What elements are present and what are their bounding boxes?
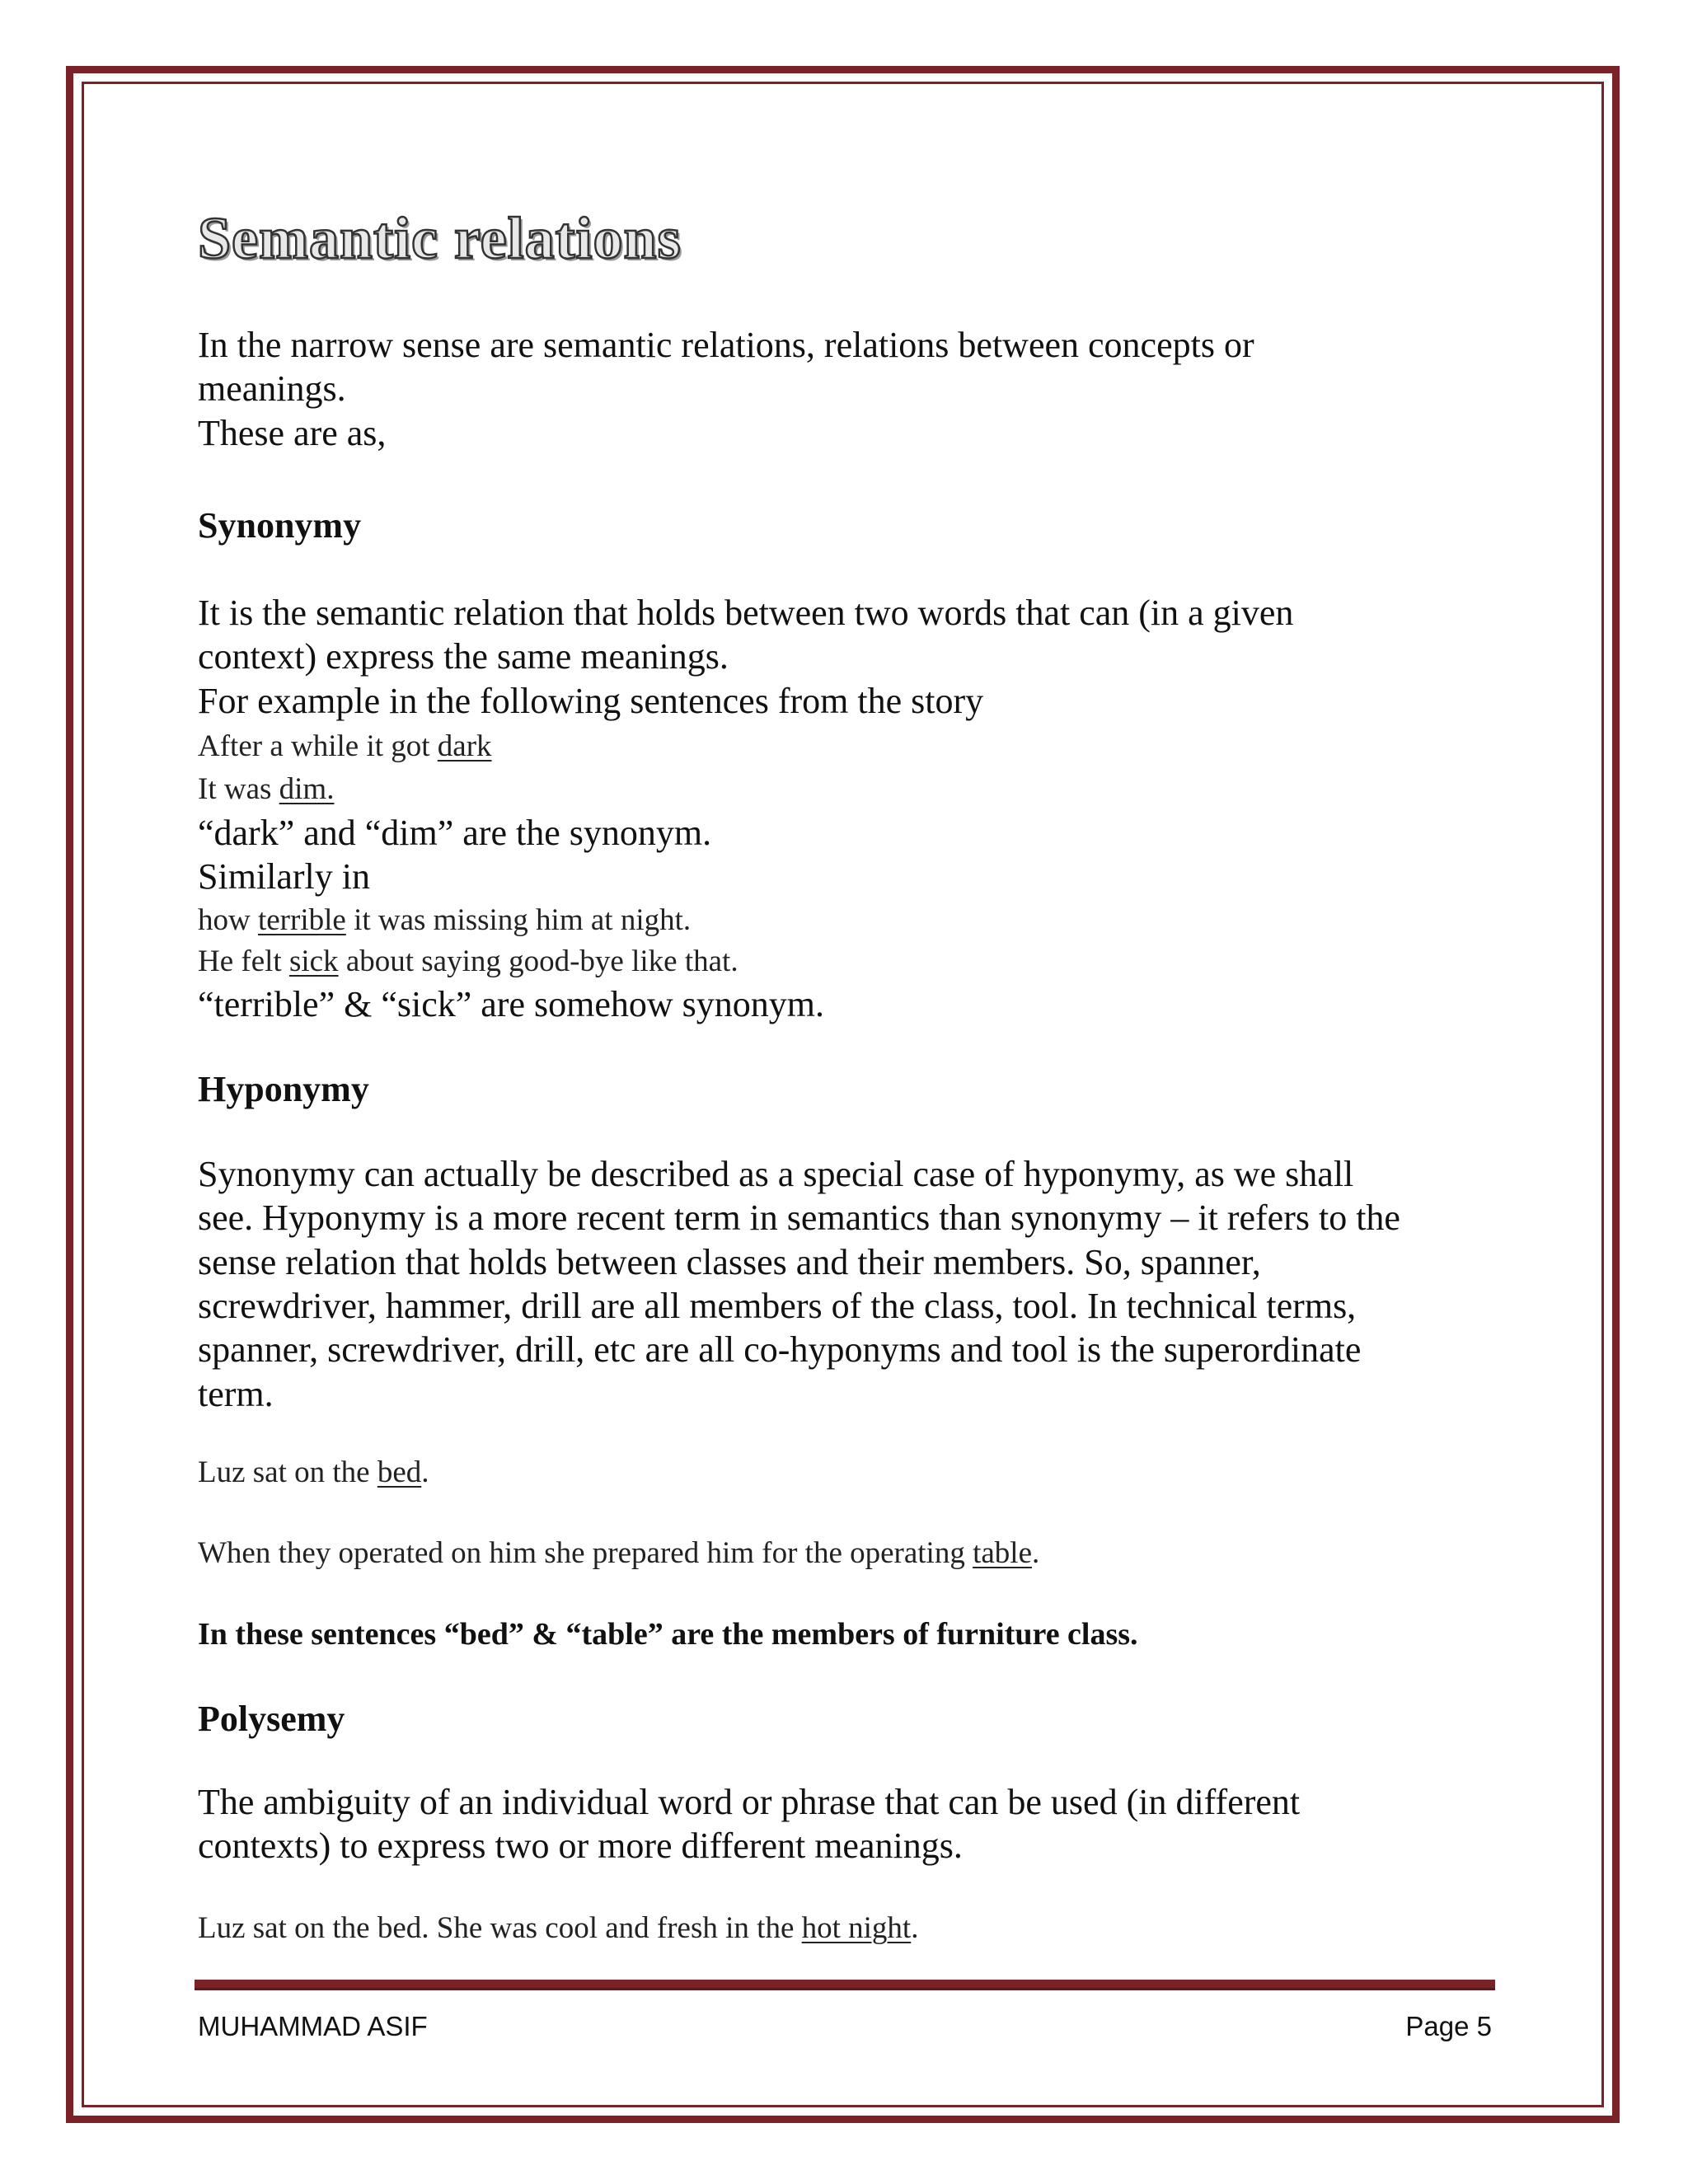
paragraph-line: see. Hyponymy is a more recent term in semantics than synonymy – it refers to the — [198, 1197, 1400, 1238]
paragraph-line: For example in the following sentences from the story — [198, 681, 984, 721]
example-text: . — [1032, 1536, 1040, 1570]
example-sentence — [198, 729, 492, 764]
example-text: Luz sat on the bed. She was cool and fresh in the — [198, 1911, 802, 1945]
underlined-word: hot night — [801, 1911, 912, 1945]
paragraph-line: Similarly in — [198, 856, 370, 897]
paragraph-line: sense relation that holds between classes and their members. So, spanner, — [198, 1242, 1261, 1282]
paragraph-line: screwdriver, hammer, drill are all members of the class, tool. In technical terms, — [198, 1286, 1357, 1326]
section-heading-synonymy: Synonymy — [198, 505, 362, 546]
footer-rule — [195, 1980, 1495, 1990]
underlined-word: bed — [377, 1455, 422, 1489]
paragraph-line: contexts) to express two or more different meanings. — [198, 1825, 963, 1866]
intro-line: In the narrow sense are semantic relations, relations between concepts or — [198, 325, 1254, 365]
example-text: He felt — [198, 944, 289, 978]
example-text: how — [198, 903, 258, 937]
underlined-word: dim. — [279, 772, 335, 806]
example-sentence — [198, 1535, 1039, 1571]
example-text: about saying good-bye like that. — [338, 944, 738, 978]
paragraph-line: Synonymy can actually be described as a special case of hyponymy, as we shall — [198, 1154, 1354, 1194]
paragraph-line: The ambiguity of an individual word or phrase that can be used (in different — [198, 1782, 1301, 1822]
example-text: It was — [198, 772, 279, 806]
intro-line: meanings. — [198, 368, 346, 409]
section-heading-polysemy: Polysemy — [198, 1699, 345, 1739]
example-text: When they operated on him she prepared him for the operating — [198, 1536, 973, 1570]
paragraph-line: term. — [198, 1374, 274, 1414]
example-text: . — [911, 1911, 919, 1945]
footer-author: MUHAMMAD ASIF — [198, 2011, 428, 2041]
paragraph-line: It is the semantic relation that holds between two words that can (in a given — [198, 593, 1294, 633]
example-sentence — [198, 771, 334, 807]
example-sentence — [198, 1910, 918, 1946]
example-sentence — [198, 944, 738, 979]
underlined-word: terrible — [257, 903, 346, 937]
underlined-word: dark — [437, 729, 492, 763]
page-title: Semantic relations — [198, 205, 682, 271]
intro-line: These are as, — [198, 413, 387, 453]
underlined-word: table — [973, 1536, 1032, 1570]
paragraph-line: context) express the same meanings. — [198, 636, 729, 677]
section-heading-hyponymy: Hyponymy — [198, 1069, 369, 1109]
paragraph-line: spanner, screwdriver, drill, etc are all co-hyponyms and tool is the superordinate — [198, 1329, 1362, 1370]
example-text: it was missing him at night. — [345, 903, 692, 937]
example-text: . — [421, 1455, 429, 1489]
example-text: After a while it got — [198, 729, 438, 763]
synonym-note: “dark” and “dim” are the synonym. — [198, 813, 712, 853]
example-text: Luz sat on the — [198, 1455, 377, 1489]
example-sentence — [198, 902, 691, 938]
example-sentence — [198, 1455, 429, 1490]
underlined-word: sick — [288, 944, 339, 978]
synonym-note: “terrible” & “sick” are somehow synonym. — [198, 984, 824, 1024]
furniture-note: In these sentences “bed” & “table” are the members of furniture class. — [198, 1617, 1138, 1652]
footer-page-number: Page 5 — [1405, 2011, 1492, 2041]
